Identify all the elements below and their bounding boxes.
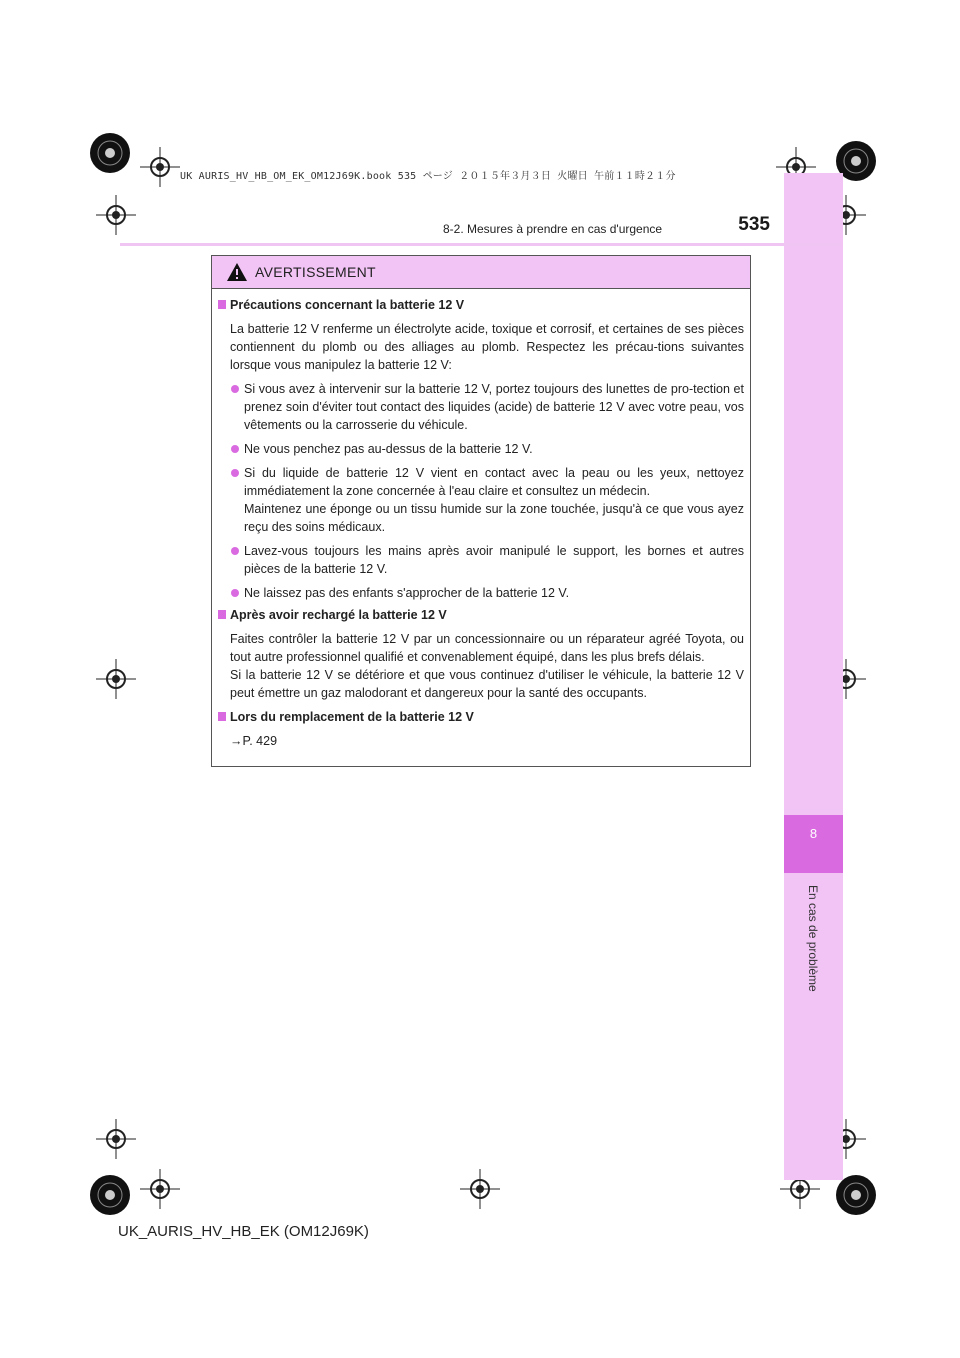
- crosshair-mark-icon: [140, 147, 180, 187]
- side-tab: [784, 173, 843, 1180]
- section-heading: Précautions concernant la batterie 12 V: [218, 296, 744, 314]
- crosshair-mark-icon: [460, 1169, 500, 1209]
- bullet-item: Ne vous penchez pas au-dessus de la batterie 12 V.: [218, 440, 744, 458]
- heading-square-icon: [218, 610, 226, 619]
- warning-triangle-icon: [226, 262, 248, 287]
- book-code: UK_AURIS_HV_HB_EK (OM12J69K): [118, 1223, 369, 1240]
- chapter-number: 8: [809, 826, 818, 841]
- bullet-continuation: Maintenez une éponge ou un tissu humide sur la zone touchée, jusqu'à ce que vous ayez reçu des soins médicaux.: [244, 502, 744, 534]
- warning-title: AVERTISSEMENT: [255, 264, 376, 280]
- registration-mark-icon: [84, 127, 136, 179]
- bullet-dot-icon: [231, 469, 239, 477]
- registration-mark-icon: [84, 1169, 136, 1221]
- warning-box: [211, 255, 751, 767]
- section-heading: Après avoir rechargé la batterie 12 V: [218, 606, 744, 624]
- bullet-item: Ne laissez pas des enfants s'approcher de la batterie 12 V.: [218, 584, 744, 602]
- heading-square-icon: [218, 712, 226, 721]
- crosshair-mark-icon: [140, 1169, 180, 1209]
- crosshair-mark-icon: [96, 659, 136, 699]
- print-info-line: UK AURIS_HV_HB_OM_EK_OM12J69K.book 535 ページ ２０１５年３月３日 火曜日 午前１１時２１分: [180, 171, 676, 182]
- bullet-dot-icon: [231, 547, 239, 555]
- chapter-number-box: [784, 815, 843, 873]
- crosshair-mark-icon: [96, 195, 136, 235]
- heading-square-icon: [218, 300, 226, 309]
- paragraph: Si la batterie 12 V se détériore et que vous continuez d'utiliser le véhicule, la batterie 12 V peut émettre un gaz malodorant et dangereux pour la santé des occupants.: [230, 668, 744, 700]
- section-heading: Lors du remplacement de la batterie 12 V: [218, 708, 744, 726]
- section-title: 8-2. Mesures à prendre en cas d'urgence: [443, 222, 663, 236]
- bullet-item: Si du liquide de batterie 12 V vient en contact avec la peau ou les yeux, nettoyez immédiatement la zone concernée à l'eau claire et consultez un médecin.: [218, 464, 744, 500]
- bullet-dot-icon: [231, 589, 239, 597]
- warning-header: [212, 256, 750, 289]
- crosshair-mark-icon: [96, 1119, 136, 1159]
- paragraph: La batterie 12 V renferme un électrolyte acide, toxique et corrosif, et certaines de ses pièces contiennent du plomb ou des alliages au plomb. Respectez les précau-tions suivantes lorsque vous manipulez la batterie 12 V:: [230, 322, 744, 372]
- chapter-title: En cas de problème: [806, 885, 820, 992]
- bullet-dot-icon: [231, 385, 239, 393]
- header-rule: [120, 243, 842, 246]
- page-number: 535: [738, 214, 770, 235]
- bullet-item: Si vous avez à intervenir sur la batterie 12 V, portez toujours des lunettes de pro-tection et prenez soin d'éviter tout contact des liquides (acide) de batterie 12 V avec votre peau, vos vêtements ou la carrosserie du véhicule.: [218, 380, 744, 434]
- bullet-item: Lavez-vous toujours les mains après avoir manipulé le support, les bornes et autres pièces de la batterie 12 V.: [218, 542, 744, 578]
- page-reference: →P. 429: [230, 734, 278, 748]
- paragraph: Faites contrôler la batterie 12 V par un concessionnaire ou un réparateur agréé Toyota, ou tout autre professionnel qualifié et convenablement équipé, dans les plus brefs délais.: [230, 632, 744, 664]
- bullet-dot-icon: [231, 445, 239, 453]
- warning-content: [218, 296, 744, 750]
